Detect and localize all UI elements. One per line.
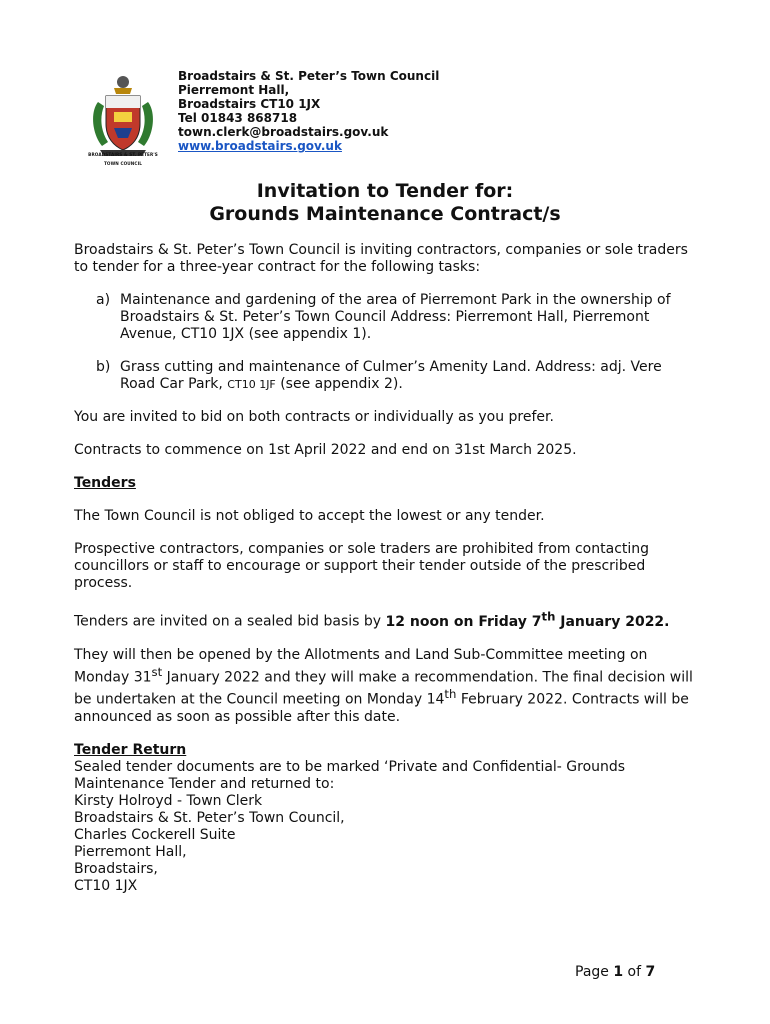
opening-sup-1: st [151, 664, 163, 679]
title-line-2: Grounds Maintenance Contract/s [209, 203, 561, 225]
address-line: Broadstairs, [74, 860, 158, 877]
tender-return-heading: Tender Return [74, 741, 187, 758]
org-name: Broadstairs & St. Peter’s Town Council [178, 69, 440, 83]
task-text-end: (see appendix 2). [275, 376, 403, 392]
document-body [74, 242, 694, 895]
address-line-2: Broadstairs CT10 1JX [178, 97, 321, 111]
page-total: 7 [645, 964, 656, 980]
deadline-paragraph [74, 608, 694, 631]
email: town.clerk@broadstairs.gov.uk [178, 125, 389, 139]
tenders-heading: Tenders [74, 475, 136, 491]
of-word: of [623, 964, 646, 980]
website-link[interactable]: www.broadstairs.gov.uk [178, 139, 342, 153]
task-item-a [74, 292, 694, 343]
task-text: Grass cutting and maintenance of Culmer’s Amenity Land. Address: adj. Vere Road Car Park, [120, 359, 662, 392]
deadline-date: 12 noon on Friday 7 [385, 613, 542, 630]
opening-text-3: February 2022. Contracts will be announced as soon as possible after this date. [74, 691, 689, 725]
page-word: Page [575, 964, 614, 980]
task-text: Maintenance and gardening of the area of Pierremont Park in the ownership of Broadstairs & St. Peter’s Town Council Address: Pierremont Hall, Pierremont Avenue, CT10 1JX (see appendix 1). [120, 292, 671, 342]
deadline-sup: th [541, 609, 556, 623]
title-line-1: Invitation to Tender for: [256, 180, 514, 202]
intro-paragraph: Broadstairs & St. Peter’s Town Council is inviting contractors, companies or sole traders to tender for a three-year contract for the following tasks: [74, 242, 688, 275]
task-list [74, 292, 694, 393]
not-obliged-paragraph: The Town Council is not obliged to accept the lowest or any tender. [74, 508, 545, 524]
task-postcode: CT10 1JF [227, 378, 276, 391]
opening-text-1: They will then be opened by the Allotments and Land Sub-Committee meeting on Monday 31 [74, 646, 648, 686]
task-marker: b) [96, 359, 111, 375]
crest-caption-line-1: BROADSTAIRS & ST. PETER'S [88, 152, 158, 157]
deadline-pre: Tenders are invited on a sealed bid basis by [74, 613, 386, 630]
crest-caption-line-2: TOWN COUNCIL [103, 161, 143, 166]
page-number: 1 [613, 964, 624, 980]
opening-sup-2: th [444, 687, 457, 702]
page-footer [575, 964, 655, 980]
prohibited-paragraph: Prospective contractors, companies or sole traders are prohibited from contacting councillors or staff to encourage or support their tender outside of the prescribed process. [74, 541, 650, 591]
address-line: Pierremont Hall, [74, 843, 187, 860]
opening-text-2: January 2022 and they will make a recommendation. The final decision will be undertaken at the Council meeting on Monday 14 [74, 669, 693, 708]
address-line: Kirsty Holroyd - Town Clerk [74, 792, 263, 809]
address-line: Broadstairs & St. Peter’s Town Council, [74, 809, 345, 826]
task-marker: a) [96, 292, 111, 308]
contract-dates: Contracts to commence on 1st April 2022 and end on 31st March 2025. [74, 442, 577, 458]
crest-caption [80, 150, 166, 168]
address-line: CT10 1JX [74, 877, 138, 894]
telephone: Tel 01843 868718 [178, 111, 298, 125]
bid-note: You are invited to bid on both contracts or individually as you prefer. [74, 409, 554, 425]
address-line: Charles Cockerell Suite [74, 826, 236, 843]
deadline-year: January 2022. [555, 613, 670, 630]
document-title [0, 180, 770, 226]
tender-return-instruction: Sealed tender documents are to be marked ‘Private and Confidential- Grounds Maintenance Tender and returned to: [74, 758, 626, 792]
address-line-1: Pierremont Hall, [178, 83, 290, 97]
task-item-b [74, 359, 694, 393]
return-address [74, 793, 694, 895]
opening-paragraph [74, 647, 694, 726]
letterhead [178, 69, 439, 153]
